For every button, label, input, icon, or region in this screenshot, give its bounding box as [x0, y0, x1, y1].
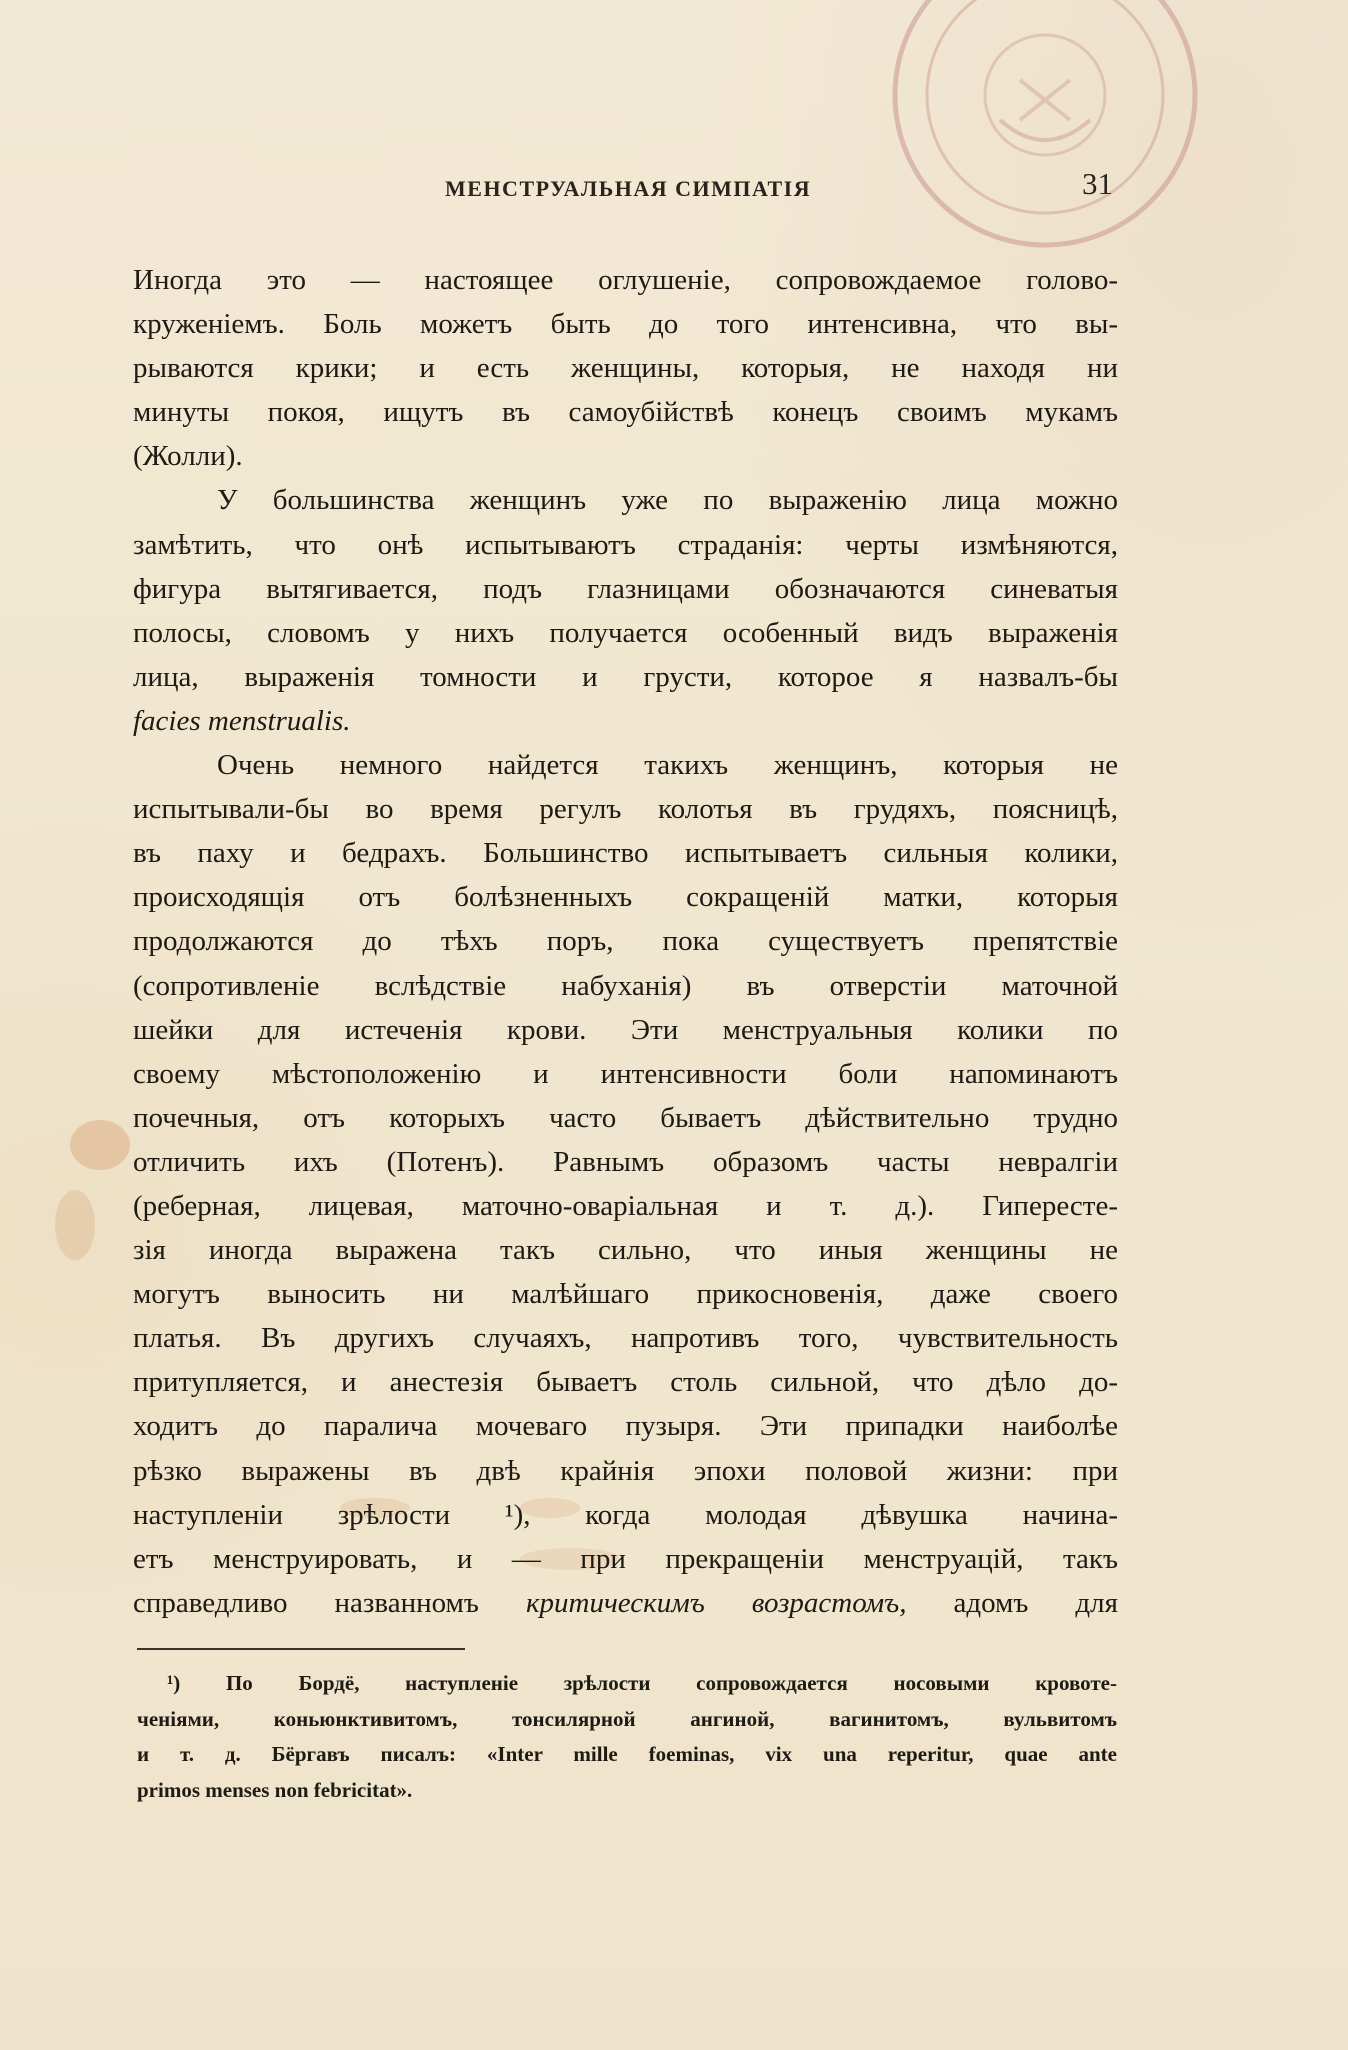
text-line: почечныя, отъ которыхъ часто бываетъ дѣйствительно трудно	[133, 1101, 1118, 1134]
text-line: платья. Въ другихъ случаяхъ, напротивъ того, чувствительность	[133, 1322, 1118, 1355]
text-line: зія иногда выражена такъ сильно, что иныя женщины не	[133, 1234, 1118, 1267]
text-line: ходитъ до паралича мочеваго пузыря. Эти припадки наиболѣе	[133, 1410, 1118, 1443]
text-line-italic	[133, 699, 1118, 743]
footnote-line: и т. д. Бёргавъ писалъ: «Inter mille foeminas, vix una reperitur, quae ante	[137, 1742, 1117, 1766]
text-line: полосы, словомъ у нихъ получается особенный видъ выраженія	[133, 616, 1118, 649]
paragraph-start-line: У большинства женщинъ уже по выраженію лица можно	[217, 484, 1118, 517]
text-line: продолжаются до тѣхъ поръ, пока существуетъ препятствіе	[133, 925, 1118, 958]
text-line: лица, выраженія томности и грусти, которое я назвалъ-бы	[133, 660, 1118, 693]
text-segment: адомъ для	[953, 1586, 1118, 1619]
footnote-line: ченіями, коньюнктивитомъ, тонсилярной ангиной, вагинитомъ, вульвитомъ	[137, 1706, 1117, 1731]
text-line: въ паху и бедрахъ. Большинство испытываетъ сильныя колики,	[133, 837, 1118, 870]
text-line: (реберная, лицевая, маточно-оваріальная и т. д.). Гипересте-	[133, 1189, 1118, 1222]
body-text	[133, 258, 1118, 1625]
text-line: (сопротивленіе вслѣдствіе набуханія) въ отверстіи маточной	[133, 969, 1118, 1002]
text-line: етъ менструировать, и — при прекращеніи менструацій, такъ	[133, 1542, 1118, 1575]
page-number: 31	[1082, 166, 1113, 201]
text-line: фигура вытягивается, подъ глазницами обозначаются синеватыя	[133, 572, 1118, 605]
latin-term: facies menstrualis.	[133, 704, 351, 737]
foxing-stain	[55, 1190, 95, 1260]
footnote	[137, 1666, 1117, 1808]
text-line: могутъ выносить ни малѣйшаго прикосновенія, даже своего	[133, 1278, 1118, 1311]
text-line: минуты покоя, ищутъ въ самоубійствѣ конецъ своимъ мукамъ	[133, 396, 1118, 429]
text-line: отличить ихъ (Потенъ). Равнымъ образомъ часты невралгіи	[133, 1145, 1118, 1178]
text-line-mixed	[133, 1581, 1118, 1625]
text-line: рѣзко выражены въ двѣ крайнія эпохи половой жизни: при	[133, 1454, 1118, 1487]
text-line: шейки для истеченія крови. Эти менструальныя колики по	[133, 1013, 1118, 1046]
footnote-divider	[137, 1648, 465, 1650]
text-line: рываются крики; и есть женщины, которыя, не находя ни	[133, 352, 1118, 385]
text-line: притупляется, и анестезія бываетъ столь сильной, что дѣло до-	[133, 1366, 1118, 1399]
library-stamp-icon	[880, 0, 1210, 260]
footnote-line: primos menses non febricitat».	[137, 1777, 413, 1802]
text-line: испытывали-бы во время регулъ колотья въ грудяхъ, поясницѣ,	[133, 793, 1118, 826]
text-line: своему мѣстоположенію и интенсивности боли напоминаютъ	[133, 1057, 1118, 1090]
text-segment: справедливо названномъ	[133, 1586, 479, 1619]
text-line: круженіемъ. Боль можетъ быть до того интенсивна, что вы-	[133, 308, 1118, 341]
text-line: замѣтить, что онѣ испытываютъ страданія: черты измѣняются,	[133, 528, 1118, 561]
text-line: (Жолли).	[133, 440, 243, 473]
footnote-line: ¹) По Бордё, наступленіе зрѣлости сопровождается носовыми кровоте-	[167, 1671, 1117, 1695]
running-head: МЕНСТРУАЛЬНАЯ СИМПАТІЯ	[445, 176, 812, 201]
italic-term: критическимъ возрастомъ,	[525, 1586, 907, 1619]
text-line: наступленіи зрѣлости ¹), когда молодая дѣвушка начина-	[133, 1498, 1118, 1531]
text-line: происходящія отъ болѣзненныхъ сокращеній матки, которыя	[133, 881, 1118, 914]
foxing-stain	[70, 1120, 130, 1170]
paragraph-start-line: Очень немного найдется такихъ женщинъ, которыя не	[217, 749, 1118, 782]
text-line: Иногда это — настоящее оглушеніе, сопровождаемое голово-	[133, 264, 1118, 296]
